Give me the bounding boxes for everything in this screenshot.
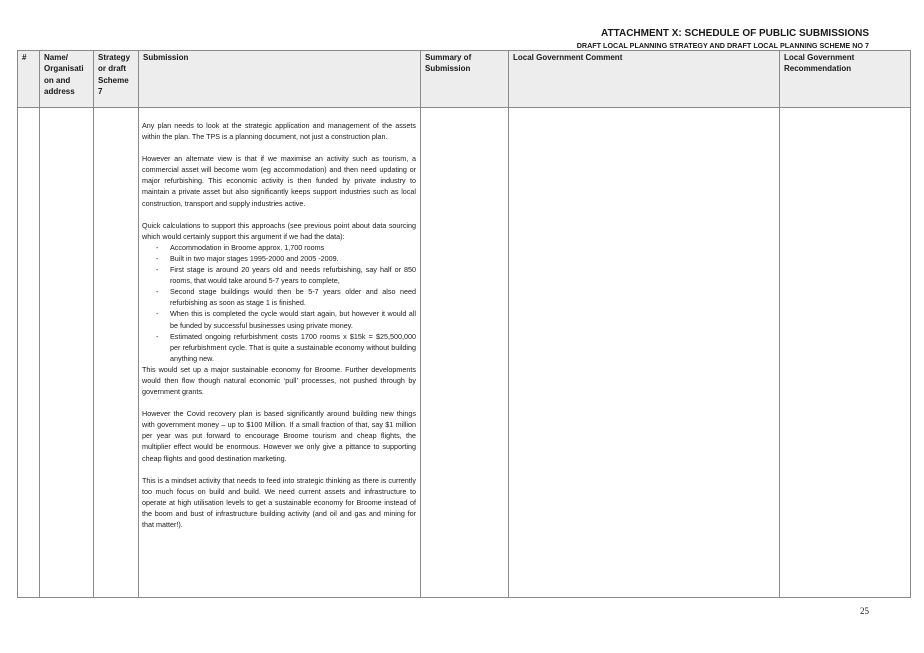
list-item: - First stage is around 20 years old and needs refurbishing, say half or 850 rooms, that would take around 5-7 years to complete, xyxy=(156,265,416,286)
submission-paragraph: This is a mindset activity that needs to feed into strategic thinking as there is currently too much focus on build and build. We need current assets and infrastructure to operate at high utilisation levels to get a sustainable economy for Broome instead of the boom and bust of infrastructure building activity (and oil and gas and mining for that matter!). xyxy=(142,475,416,529)
submission-paragraph: This would set up a major sustainable economy for Broome. Further developments would then flow though natural economic ‘pull’ processes, not pushed through by government grants. xyxy=(142,364,416,397)
cell-name xyxy=(40,108,94,598)
submission-text xyxy=(139,108,420,530)
cell-comment xyxy=(509,108,780,598)
cell-submission xyxy=(139,108,421,598)
page-number: 25 xyxy=(860,606,869,616)
submission-paragraph: However an alternate view is that if we maximise an activity such as tourism, a commercial asset will become worn (eg accommodation) and then need updating or major refurbishing. This economic activity is then funded by private industry to maintain a private asset but also significantly keeps support industries such as local construction, transport and supply industries active. xyxy=(142,154,416,208)
submission-paragraph: Quick calculations to support this approachs (see previous point about data sourcing which would certainly support this argument if we had the data): xyxy=(142,220,416,241)
submissions-table xyxy=(17,50,911,598)
cell-number xyxy=(18,108,40,598)
col-header-name: Name/ Organisati on and address xyxy=(40,51,94,108)
document-subtitle: DRAFT LOCAL PLANNING STRATEGY AND DRAFT LOCAL PLANNING SCHEME NO 7 xyxy=(576,41,869,50)
col-header-submission: Submission xyxy=(139,51,421,108)
col-header-recommendation: Local Government Recommendation xyxy=(780,51,911,108)
cell-summary xyxy=(421,108,509,598)
submission-bullet-list xyxy=(142,242,416,364)
cell-recommendation xyxy=(780,108,911,598)
document-title: ATTACHMENT X: SCHEDULE OF PUBLIC SUBMISSIONS xyxy=(601,28,869,39)
cell-strategy xyxy=(94,108,139,598)
list-item: - Second stage buildings would then be 5-7 years older and also need refurbishing as soon as stage 1 is finished. xyxy=(156,287,416,308)
col-header-strategy: Strategy or draft Scheme 7 xyxy=(94,51,139,108)
table-header-row xyxy=(18,51,911,108)
col-header-summary: Summary of Submission xyxy=(421,51,509,108)
col-header-number: # xyxy=(18,51,40,108)
list-item: - When this is completed the cycle would start again, but however it would all be funded by successful businesses using private money. xyxy=(156,309,416,330)
submission-paragraph: Any plan needs to look at the strategic application and management of the assets within the plan. The TPS is a planning document, not just a construction plan. xyxy=(142,121,416,142)
col-header-comment: Local Government Comment xyxy=(509,51,780,108)
list-item: - Estimated ongoing refurbishment costs 1700 rooms x $15k = $25,500,000 per refurbishment cycle. That is quite a sustainable economy without building anything new. xyxy=(156,331,416,363)
list-item: - Built in two major stages 1995-2000 and 2005 -2009. xyxy=(156,253,339,263)
list-item: - Accommodation in Broome approx. 1,700 rooms xyxy=(156,242,325,252)
table-row xyxy=(18,108,911,598)
submission-paragraph: However the Covid recovery plan is based significantly around building new things with government money – up to $100 Million. If a small fraction of that, say $1 million per year was put forward to encourage Broome tourism and cheap flights, the multiplier effect would be enormous. However we only give a pittance to supporting cheap flights and good destination marketing. xyxy=(142,409,416,463)
